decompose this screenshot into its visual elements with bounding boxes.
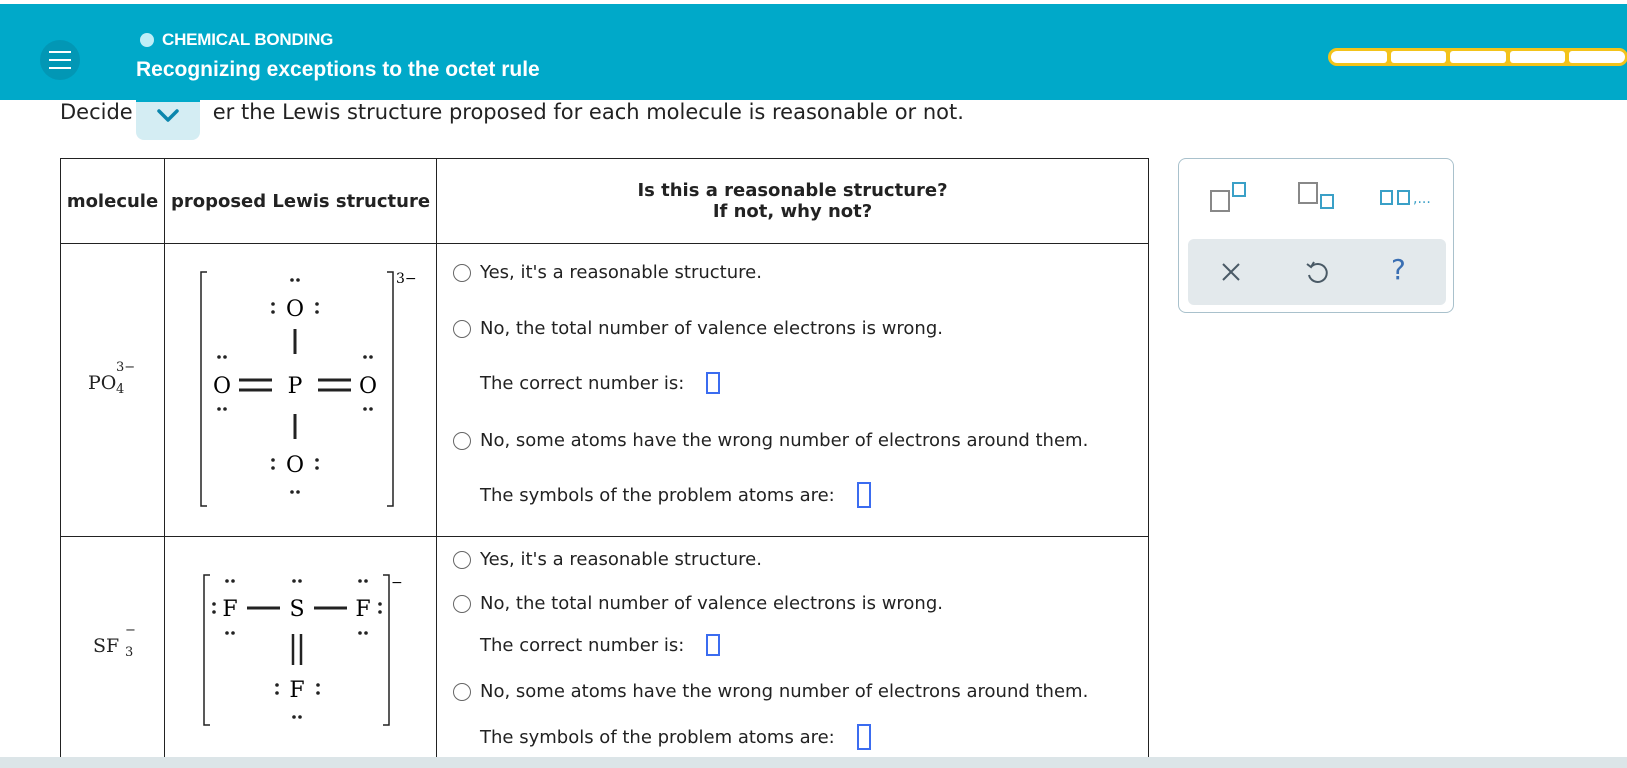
radio-button[interactable] — [453, 432, 471, 450]
lewis-structure-po4 — [165, 244, 436, 537]
instructions-prefix: Decide — [60, 100, 133, 124]
answer-cell — [437, 537, 1149, 767]
list-button[interactable] — [1379, 183, 1431, 207]
problem-atoms-input[interactable] — [857, 482, 871, 508]
molecule-cell — [61, 537, 165, 767]
collapse-header-button[interactable] — [136, 98, 200, 140]
menu-button[interactable] — [40, 40, 80, 80]
option-reasonable[interactable]: Yes, it's a reasonable structure. — [453, 549, 762, 570]
correct-number-line: The correct number is: — [480, 372, 720, 394]
lewis-cell — [165, 537, 437, 767]
correct-number-line: The correct number is: — [480, 634, 720, 656]
lewis-atom-top: O — [285, 297, 305, 322]
problem-atoms-input[interactable] — [857, 724, 871, 750]
radio-button[interactable] — [453, 683, 471, 701]
radio-button[interactable] — [453, 320, 471, 338]
close-icon[interactable] — [1220, 261, 1242, 283]
problem-atoms-line: The symbols of the problem atoms are: — [480, 724, 871, 750]
subscript-icon[interactable] — [1297, 179, 1337, 215]
lewis-charge: 3− — [396, 271, 417, 287]
molecule-formula-po4: PO 3− 4 — [88, 360, 136, 397]
superscript-icon[interactable] — [1209, 179, 1249, 215]
progress-segment — [1569, 51, 1625, 63]
table-row — [61, 244, 1149, 537]
progress-bar — [1328, 48, 1627, 66]
radio-button[interactable] — [453, 551, 471, 569]
list-label: ,... — [1413, 191, 1431, 207]
answer-tools-palette — [1178, 158, 1454, 313]
progress-segment — [1331, 51, 1387, 63]
lewis-atom-bottom: F — [289, 678, 305, 703]
lewis-atom-right: O — [358, 374, 378, 399]
topic-text: CHEMICAL BONDING — [162, 30, 334, 49]
topic-status-icon — [140, 33, 154, 47]
lewis-charge: − — [391, 575, 403, 591]
option-wrong-electrons[interactable]: No, some atoms have the wrong number of electrons around them. — [453, 430, 1088, 451]
lewis-atom-right: F — [355, 597, 371, 622]
undo-icon[interactable] — [1304, 259, 1330, 285]
page-title: Recognizing exceptions to the octet rule — [136, 58, 540, 81]
option-wrong-valence[interactable]: No, the total number of valence electrons is wrong. — [453, 318, 943, 339]
option-reasonable[interactable]: Yes, it's a reasonable structure. — [453, 262, 762, 283]
option-wrong-electrons[interactable]: No, some atoms have the wrong number of electrons around them. — [453, 681, 1088, 702]
header-question — [437, 159, 1149, 244]
header-question-line1: Is this a reasonable structure? — [637, 180, 948, 201]
lewis-structure-sf3 — [165, 537, 436, 767]
correct-number-input[interactable] — [706, 372, 720, 394]
lewis-atom-left: F — [222, 597, 238, 622]
radio-button[interactable] — [453, 595, 471, 613]
lewis-atom-left: O — [212, 374, 232, 399]
radio-button[interactable] — [453, 264, 471, 282]
progress-segment — [1510, 51, 1566, 63]
instructions-suffix: er the Lewis structure proposed for each molecule is reasonable or not. — [212, 100, 964, 124]
header-molecule: molecule — [61, 159, 165, 244]
help-button[interactable]: ? — [1391, 253, 1406, 286]
list-boxes-icon — [1379, 189, 1413, 207]
lewis-atom-bottom: O — [285, 453, 305, 478]
lewis-atom-center: S — [289, 597, 305, 622]
tools-action-row — [1188, 239, 1446, 305]
progress-segment — [1450, 51, 1506, 63]
table-row — [61, 537, 1149, 767]
answer-cell — [437, 244, 1149, 537]
problem-atoms-line: The symbols of the problem atoms are: — [480, 482, 871, 508]
correct-number-input[interactable] — [706, 634, 720, 656]
horizontal-scrollbar[interactable] — [0, 757, 1627, 768]
chevron-down-icon — [155, 108, 181, 124]
header-question-line2: If not, why not? — [712, 201, 873, 222]
molecule-cell — [61, 244, 165, 537]
lewis-atom-center: P — [287, 374, 303, 399]
lewis-cell — [165, 244, 437, 537]
progress-segment — [1391, 51, 1447, 63]
topic-label — [140, 30, 333, 50]
header-lewis: proposed Lewis structure — [165, 159, 437, 244]
option-wrong-valence[interactable]: No, the total number of valence electrons is wrong. — [453, 593, 943, 614]
molecule-formula-sf3: SF − 3 — [93, 623, 136, 660]
question-table — [60, 158, 1149, 767]
header-bar — [0, 4, 1627, 100]
